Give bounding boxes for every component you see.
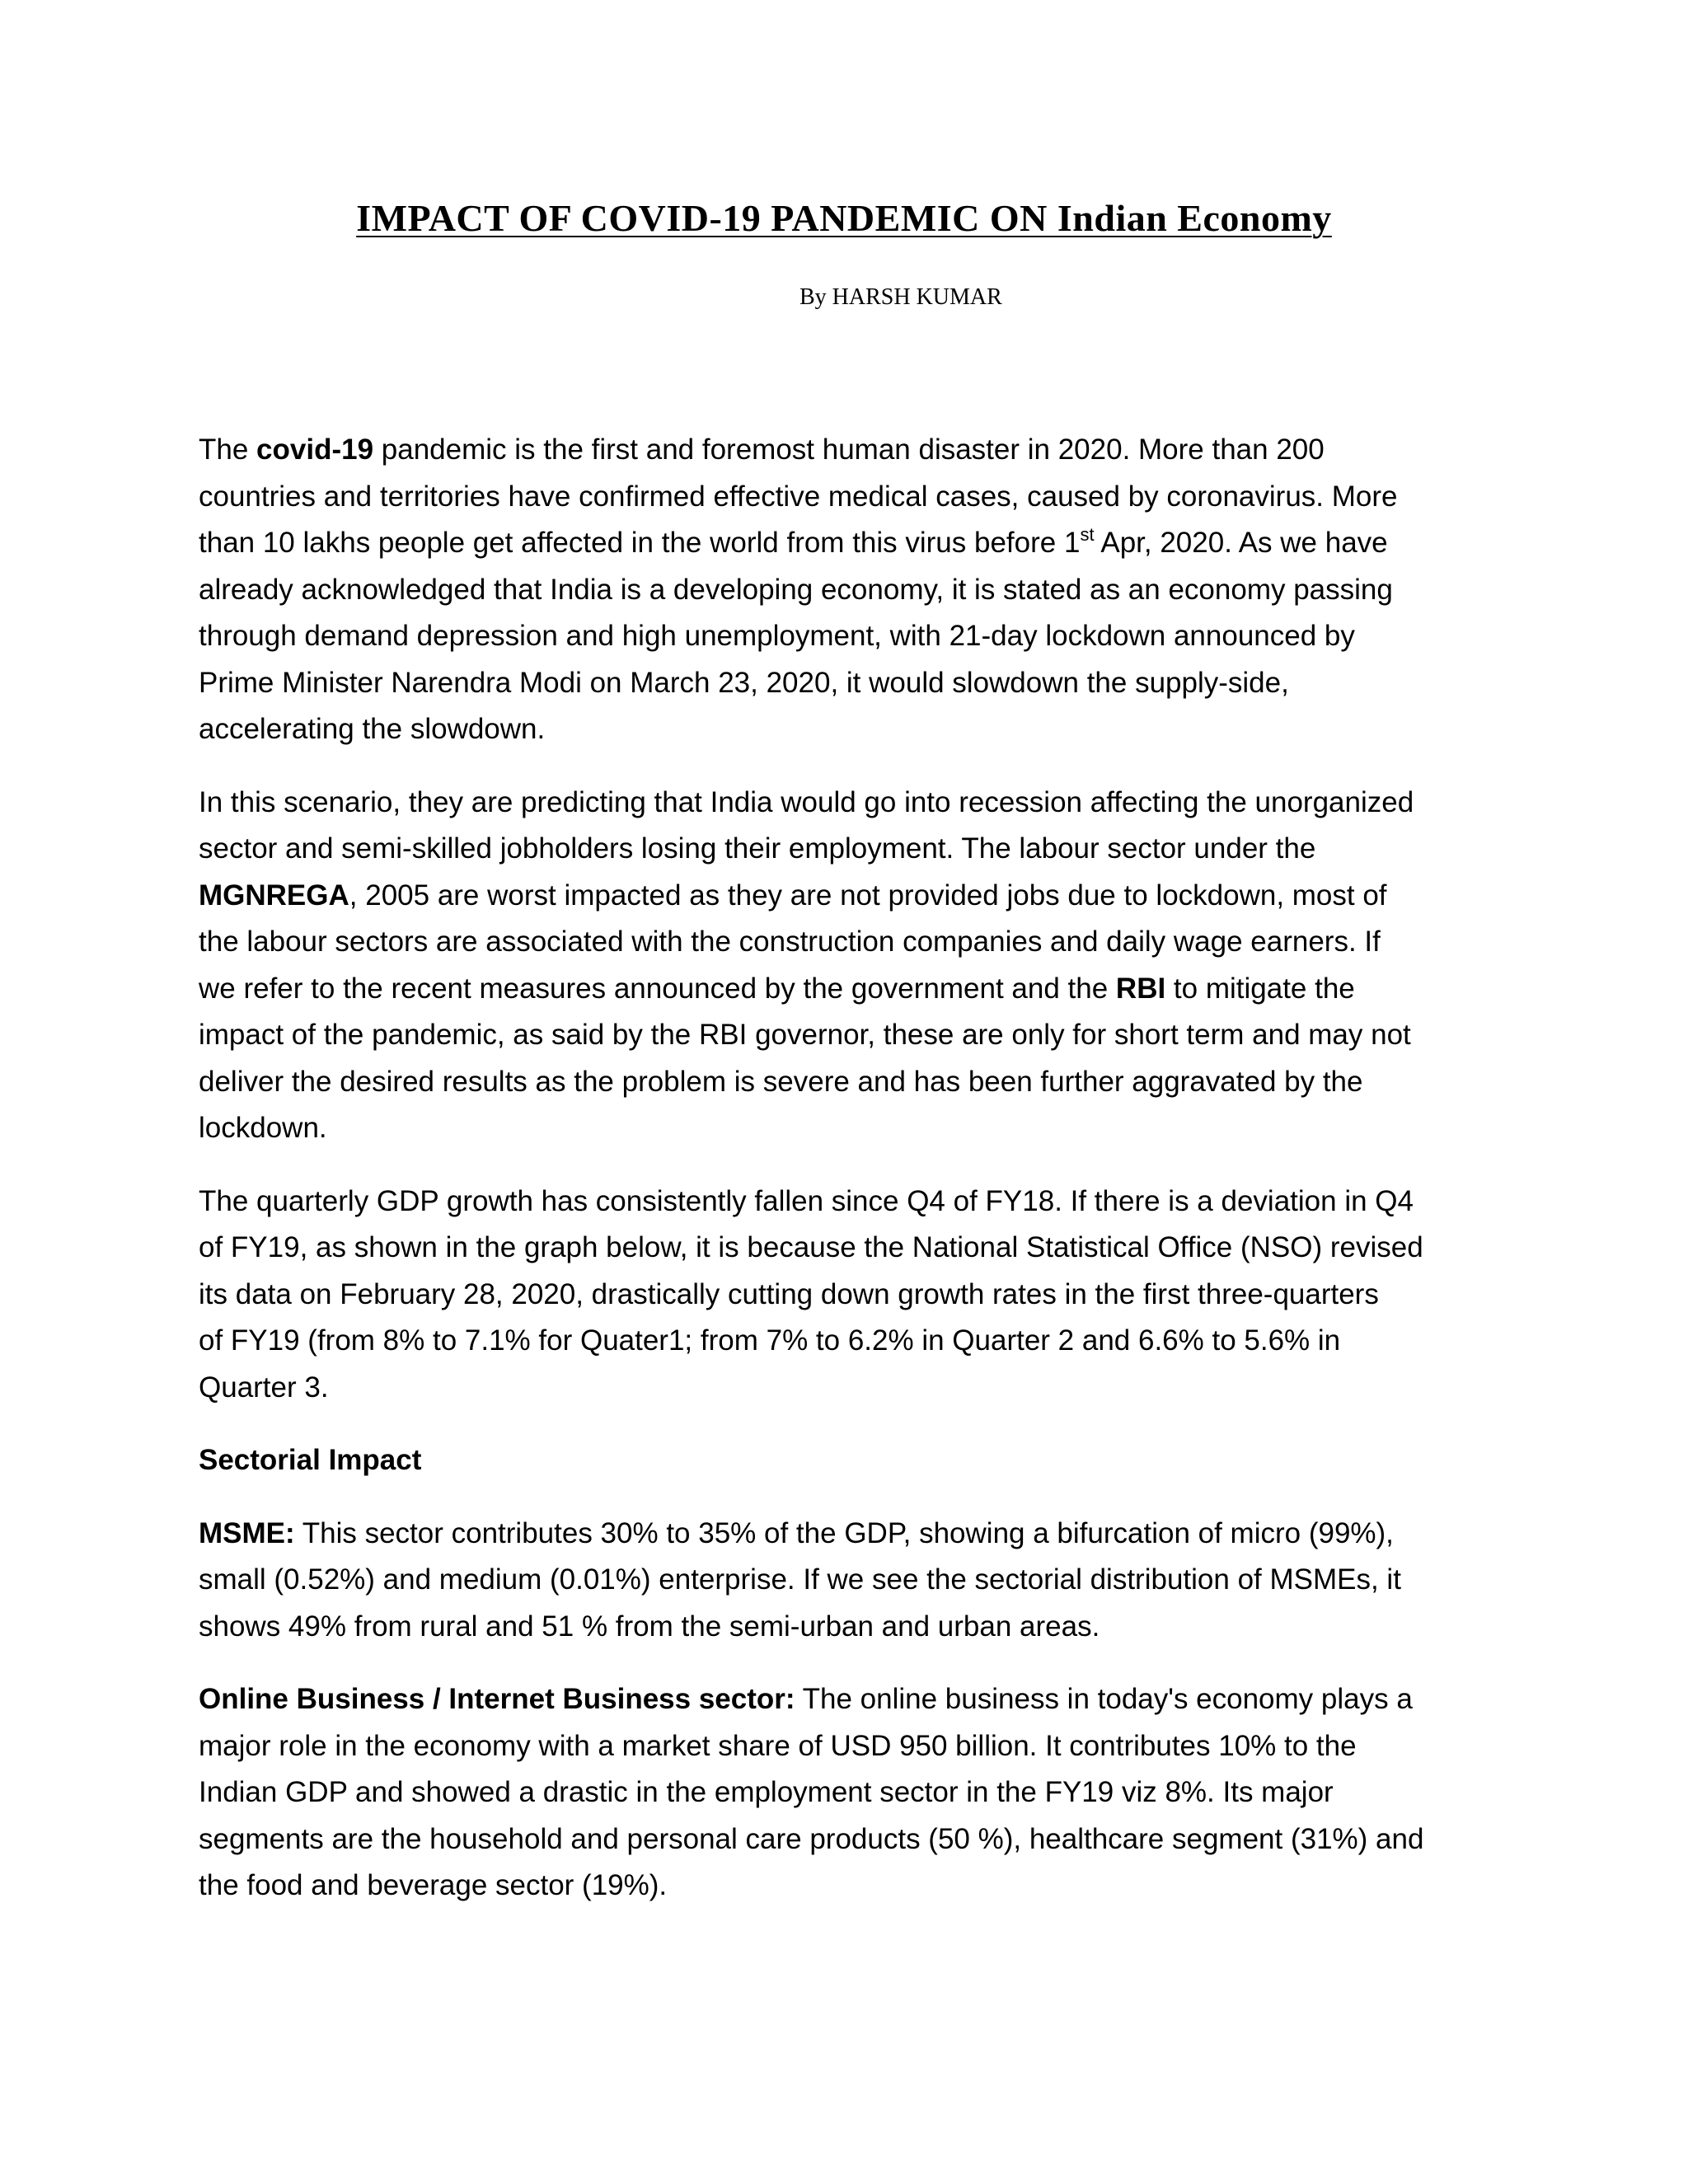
paragraph-line: segments are the household and personal care products (50 %), healthcare segment (31%) and <box>199 1822 1424 1855</box>
paragraph-line: lockdown. <box>199 1112 327 1144</box>
paragraph-line: shows 49% from rural and 51 % from the semi-urban and urban areas. <box>199 1610 1100 1643</box>
paragraph-line: the food and beverage sector (19%). <box>199 1869 668 1901</box>
paragraph-line: already acknowledged that India is a developing economy, it is stated as an economy passing <box>199 573 1393 606</box>
paragraph-line: through demand depression and high unemployment, with 21-day lockdown announced by <box>199 620 1355 652</box>
paragraph-line <box>199 427 1505 474</box>
msme-label: MSME: <box>199 1516 295 1549</box>
text-run: pandemic is the first and foremost human disaster in 2020. More than 200 <box>373 434 1325 466</box>
paragraph-line: its data on February 28, 2020, drastically cutting down growth rates in the first three-quarters <box>199 1277 1379 1310</box>
text-run: Apr, 2020. As we have <box>1094 527 1388 559</box>
scenario-paragraph <box>199 780 1505 1152</box>
text-run: The online business in today's economy plays a <box>795 1683 1413 1715</box>
text-run: The <box>199 434 257 466</box>
paragraph-line: major role in the economy with a market share of USD 950 billion. It contributes 10% to the <box>199 1729 1357 1762</box>
paragraph-line <box>199 1511 1505 1558</box>
text-run: we refer to the recent measures announced by the government and the <box>199 972 1116 1005</box>
paragraph-line: In this scenario, they are predicting that India would go into recession affecting the unorganized <box>199 785 1414 818</box>
gdp-paragraph <box>199 1179 1505 1412</box>
intro-paragraph <box>199 427 1505 753</box>
paragraph-line: the labour sectors are associated with the construction companies and daily wage earners. If <box>199 926 1381 958</box>
paragraph-line: countries and territories have confirmed effective medical cases, caused by coronavirus. More <box>199 480 1398 513</box>
paragraph-line <box>199 873 1505 920</box>
paragraph-line: accelerating the slowdown. <box>199 713 546 745</box>
bold-term-rbi: RBI <box>1115 972 1166 1005</box>
paragraph-line: sector and semi-skilled jobholders losing their employment. The labour sector under the <box>199 832 1316 865</box>
text-run: than 10 lakhs people get affected in the world from this virus before 1 <box>199 527 1081 559</box>
bold-term-covid: covid-19 <box>256 434 374 466</box>
document-body <box>199 427 1505 1936</box>
paragraph-line: of FY19 (from 8% to 7.1% for Quater1; from 7% to 6.2% in Quarter 2 and 6.6% to 5.6% in <box>199 1324 1341 1357</box>
text-run: to mitigate the <box>1165 972 1355 1005</box>
text-run: This sector contributes 30% to 35% of the GDP, showing a bifurcation of micro (99%), <box>294 1516 1394 1549</box>
section-heading: Sectorial Impact <box>199 1444 422 1476</box>
paragraph-line: impact of the pandemic, as said by the RBI governor, these are only for short term and may not <box>199 1019 1411 1051</box>
paragraph-line: small (0.52%) and medium (0.01%) enterprise. If we see the sectorial distribution of MSMEs, it <box>199 1563 1401 1596</box>
paragraph-line: Prime Minister Narendra Modi on March 23, 2020, it would slowdown the supply-side, <box>199 666 1289 699</box>
ordinal-suffix: st <box>1080 524 1095 545</box>
paragraph-line: deliver the desired results as the problem is severe and has been further aggravated by the <box>199 1065 1363 1098</box>
paragraph-line: The quarterly GDP growth has consistently fallen since Q4 of FY18. If there is a deviation in Q4 <box>199 1184 1414 1217</box>
text-run: , 2005 are worst impacted as they are not provided jobs due to lockdown, most of <box>349 879 1387 912</box>
paragraph-line: Indian GDP and showed a drastic in the employment sector in the FY19 viz 8%. Its major <box>199 1776 1334 1808</box>
msme-paragraph <box>199 1511 1505 1651</box>
paragraph-line: of FY19, as shown in the graph below, it is because the National Statistical Office (NSO) revised <box>199 1231 1423 1263</box>
paragraph-line <box>199 520 1505 567</box>
online-business-paragraph <box>199 1676 1505 1910</box>
paragraph-line <box>199 1676 1505 1723</box>
paragraph-line <box>199 966 1505 1013</box>
online-business-label: Online Business / Internet Business sector: <box>199 1683 795 1715</box>
document-title: IMPACT OF COVID-19 PANDEMIC ON Indian Economy <box>356 197 1332 239</box>
bold-term-mgnrega: MGNREGA <box>199 879 349 912</box>
author-byline: By HARSH KUMAR <box>799 284 1002 310</box>
paragraph-line: Quarter 3. <box>199 1371 329 1404</box>
